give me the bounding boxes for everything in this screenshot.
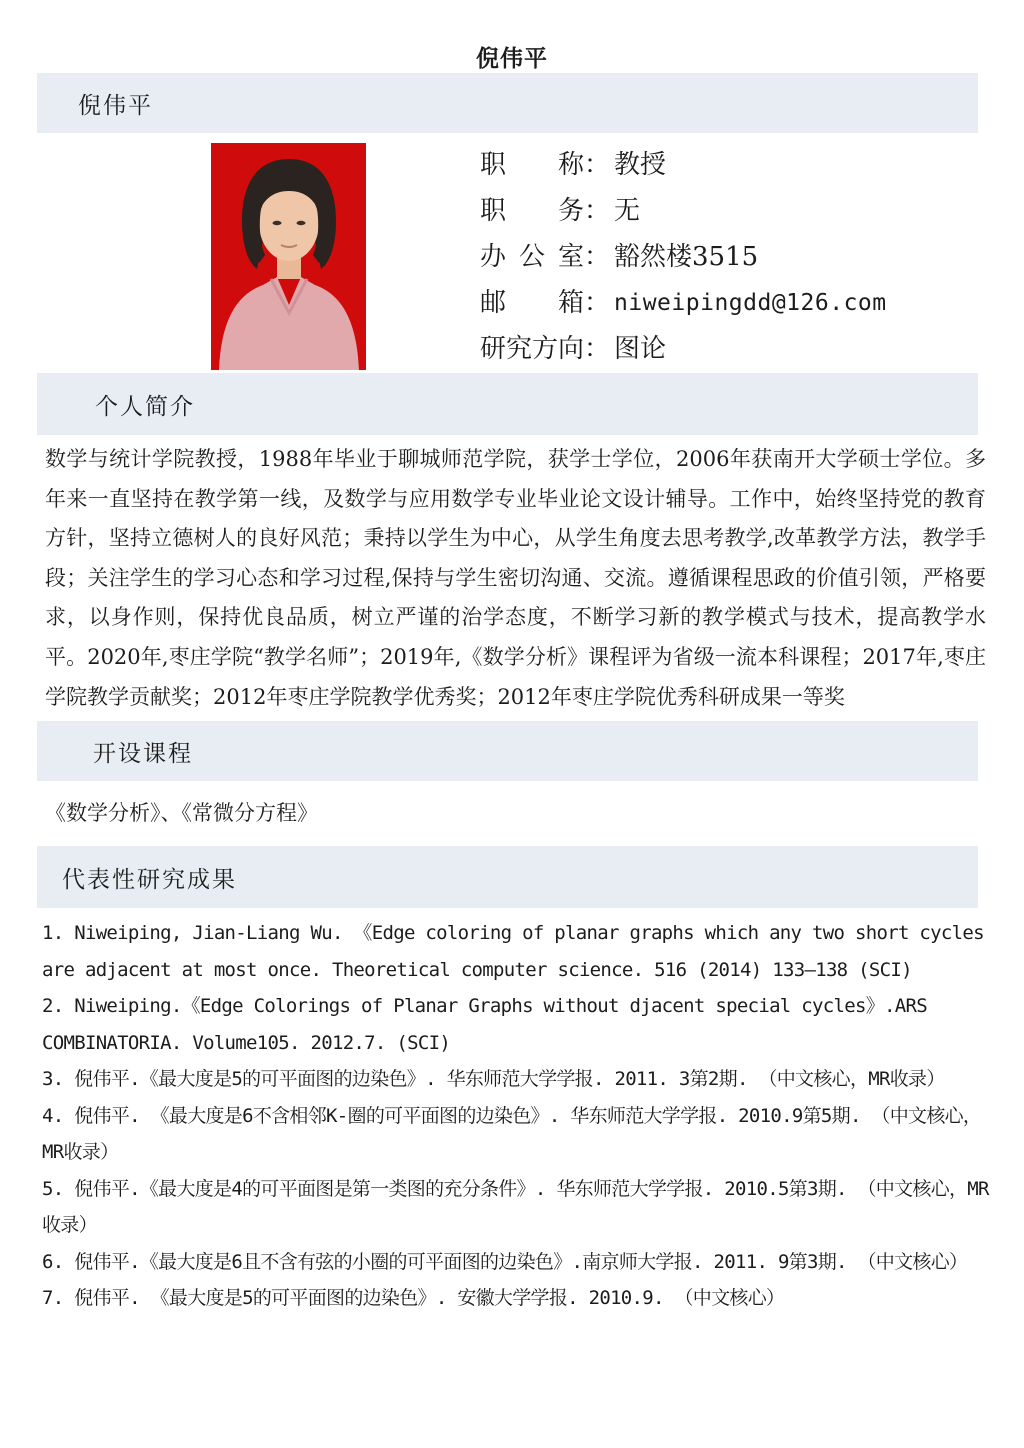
info-value-research-direction: 图论: [614, 334, 667, 364]
info-value-office: 豁然楼3515: [614, 242, 759, 272]
eye-right: [297, 221, 306, 225]
publication-item: 2. Niweiping.《Edge Colorings of Planar Graphs without djacent special cycles》.ARS COMBINATORIA. Volume105. 2012.7. (SCI): [42, 995, 927, 1054]
publication-item: 3. 倪伟平.《最大度是5的可平面图的边染色》. 华东师范大学学报. 2011. 3第2期. （中文核心，MR收录）: [42, 1068, 945, 1090]
info-row-duty: [480, 188, 887, 234]
info-label: 邮箱: [480, 288, 584, 318]
section-header-research: [37, 846, 978, 908]
info-value-duty: 无: [614, 196, 641, 226]
page-title: 倪伟平: [476, 45, 548, 71]
publication-item: 1. Niweiping, Jian-Liang Wu. 《Edge coloring of planar graphs which any two short cycles are adjacent at most once. Theoretical computer science. 516 (2014) 133–138 (SCI): [42, 922, 984, 981]
section-header-intro-label: 个人简介: [95, 393, 195, 420]
info-colon: ：: [584, 242, 611, 272]
publication-item: 4. 倪伟平. 《最大度是6不含相邻K-圈的可平面图的边染色》. 华东师范大学学报. 2010.9第5期. （中文核心，MR收录）: [42, 1104, 982, 1163]
section-header-research-label: 代表性研究成果: [62, 866, 237, 893]
info-label: 办公室: [480, 242, 584, 272]
courses-text: 《数学分析》、《常微分方程》: [45, 801, 318, 825]
info-label: 职称: [480, 150, 584, 180]
publication-list: [42, 915, 994, 1317]
info-label: 职务: [480, 196, 584, 226]
section-header-intro: [37, 373, 978, 435]
profile-info: [480, 142, 887, 372]
name-header-bar: [37, 73, 978, 133]
info-label: 研究方向: [480, 334, 585, 364]
info-colon: ：: [584, 150, 611, 180]
name-header-label: 倪伟平: [78, 92, 153, 119]
publication-item: 5. 倪伟平.《最大度是4的可平面图是第一类图的充分条件》. 华东师范大学学报. 2010.5第3期. （中文核心，MR收录）: [42, 1177, 989, 1236]
publication-item: 6. 倪伟平.《最大度是6且不含有弦的小圈的可平面图的边染色》.南京师大学报. 2011. 9第3期. （中文核心）: [42, 1250, 968, 1273]
profile-photo: [211, 143, 366, 370]
info-row-research-direction: [480, 326, 887, 372]
section-header-courses-label: 开设课程: [93, 740, 193, 767]
info-value-title: 教授: [614, 150, 667, 180]
publication-item: 7. 倪伟平. 《最大度是5的可平面图的边染色》. 安徽大学学报. 2010.9. （中文核心）: [42, 1287, 785, 1309]
intro-paragraph: 数学与统计学院教授，1988年毕业于聊城师范学院，获学士学位，2006年获南开大学硕士学位。多年来一直坚持在教学第一线，及数学与应用数学专业毕业论文设计辅导。工作中，始终坚持党的教育方针，坚持立德树人的良好风范；秉持以学生为中心，从学生角度去思考教学,改革教学方法，教学手段；关注学生的学习心态和学习过程,保持与学生密切沟通、交流。遵循课程思政的价值引领，严格要求，以身作则，保持优良品质，树立严谨的治学态度，不断学习新的教学模式与技术，提高教学水平。2020年,枣庄学院“教学名师”；2019年,《数学分析》课程评为省级一流本科课程；2017年,枣庄学院教学贡献奖；2012年枣庄学院教学优秀奖；2012年枣庄学院优秀科研成果一等奖: [45, 447, 986, 709]
info-colon: ：: [584, 288, 611, 318]
info-colon: ：: [584, 334, 611, 364]
info-colon: ：: [584, 196, 611, 226]
info-value-email: niweipingdd@126.com: [614, 290, 887, 316]
section-header-courses: [37, 721, 978, 781]
info-row-email: [480, 280, 887, 326]
info-row-title: [480, 142, 887, 188]
info-row-office: [480, 234, 887, 280]
eye-left: [273, 221, 282, 225]
